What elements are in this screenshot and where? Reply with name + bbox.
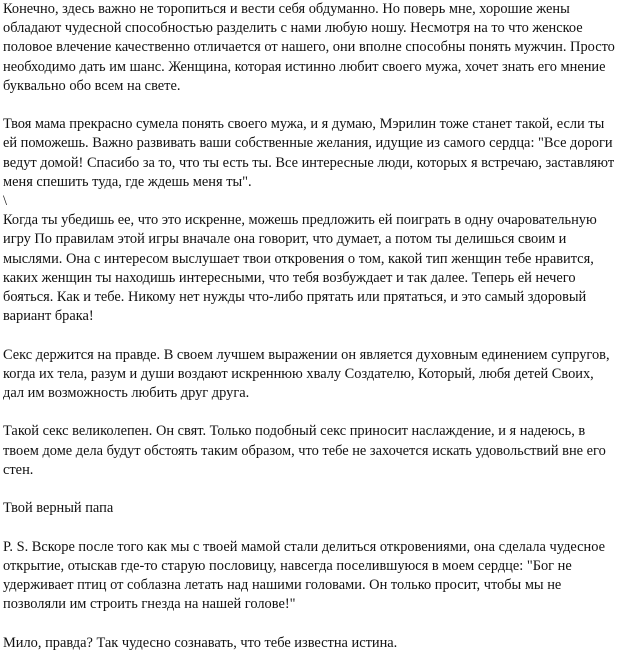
paragraph-gap [3, 326, 615, 345]
signature: Твой верный папа [3, 500, 114, 517]
postscript: P. S. Вскоре после того как мы с твоей мамой стали делиться откровениями, она сделала чудесное открытие, отыскав где-то старую пословицу, навсегда поселившуюся в моем сердце: "Бог не удерживает птиц от соблазна летать над нашими головами. Он только просит, чтобы мы не позволяли им строить гнезда на нашей голове!" [3, 538, 605, 613]
paragraph-2: Твоя мама прекрасно сумела понять своего мужа, и я думаю, Мэрилин тоже станет такой, если ты ей поможешь. Важно развивать ваши собственные желания, идущие из самого сердца: "Все дороги ведут домой! Спасибо за то, что ты есть ты. Все интересные люди, которых я встречаю, заставляют меня спешить туда, где ждешь меня ты". [3, 116, 615, 190]
paragraph-gap [3, 518, 615, 537]
paragraph-5: Такой секс великолепен. Он свят. Только подобный секс приносит наслаждение, и я надеюсь, в твоем доме дела будут обстоять таким образом, что тебе не захочется искать удовольствий вне его стен. [3, 423, 606, 478]
closing-line: Мило, правда? Так чудесно сознавать, что тебе известна истина. [3, 634, 398, 651]
paragraph-gap [3, 403, 615, 422]
backslash-line: \ [3, 193, 7, 210]
document-page [3, 0, 615, 653]
paragraph-gap [3, 96, 615, 115]
paragraph-gap [3, 614, 615, 633]
paragraph-4: Секс держится на правде. В своем лучшем выражении он является духовным единением супругов, когда их тела, разум и души воздают искреннюю хвалу Создателю, Который, любя детей Своих, дал им возможность любить друг друга. [3, 346, 610, 402]
paragraph-3: Когда ты убедишь ее, что это искренне, можешь предложить ей поиграть в одну очаровательную игру По правилам этой игры вначале она говорит, что думает, а потом ты делишься своим и мыслями. Она с интересом выслушает твои откровения о том, какой тип женщин тебе нравится, каких женщин ты находишь интересными, что тебя возбуждает и так далее. Теперь ей нечего бояться. Как и тебе. Никому нет нужды что-либо прятать или прятаться, и это самый здоровый вариант брака! [3, 212, 597, 325]
paragraph-gap [3, 480, 615, 499]
paragraph-1: Конечно, здесь важно не торопиться и вести себя обдуманно. Но поверь мне, хорошие жены обладают чудесной способностью разделить с нами любую ношу. Несмотря на то что женское половое влечение качественно отличается от нашего, они вполне способны понять мужчин. Просто необходимо дать им шанс. Женщина, которая истинно любит своего мужа, хочет знать его мнение буквально обо всем на свете. [3, 1, 615, 94]
